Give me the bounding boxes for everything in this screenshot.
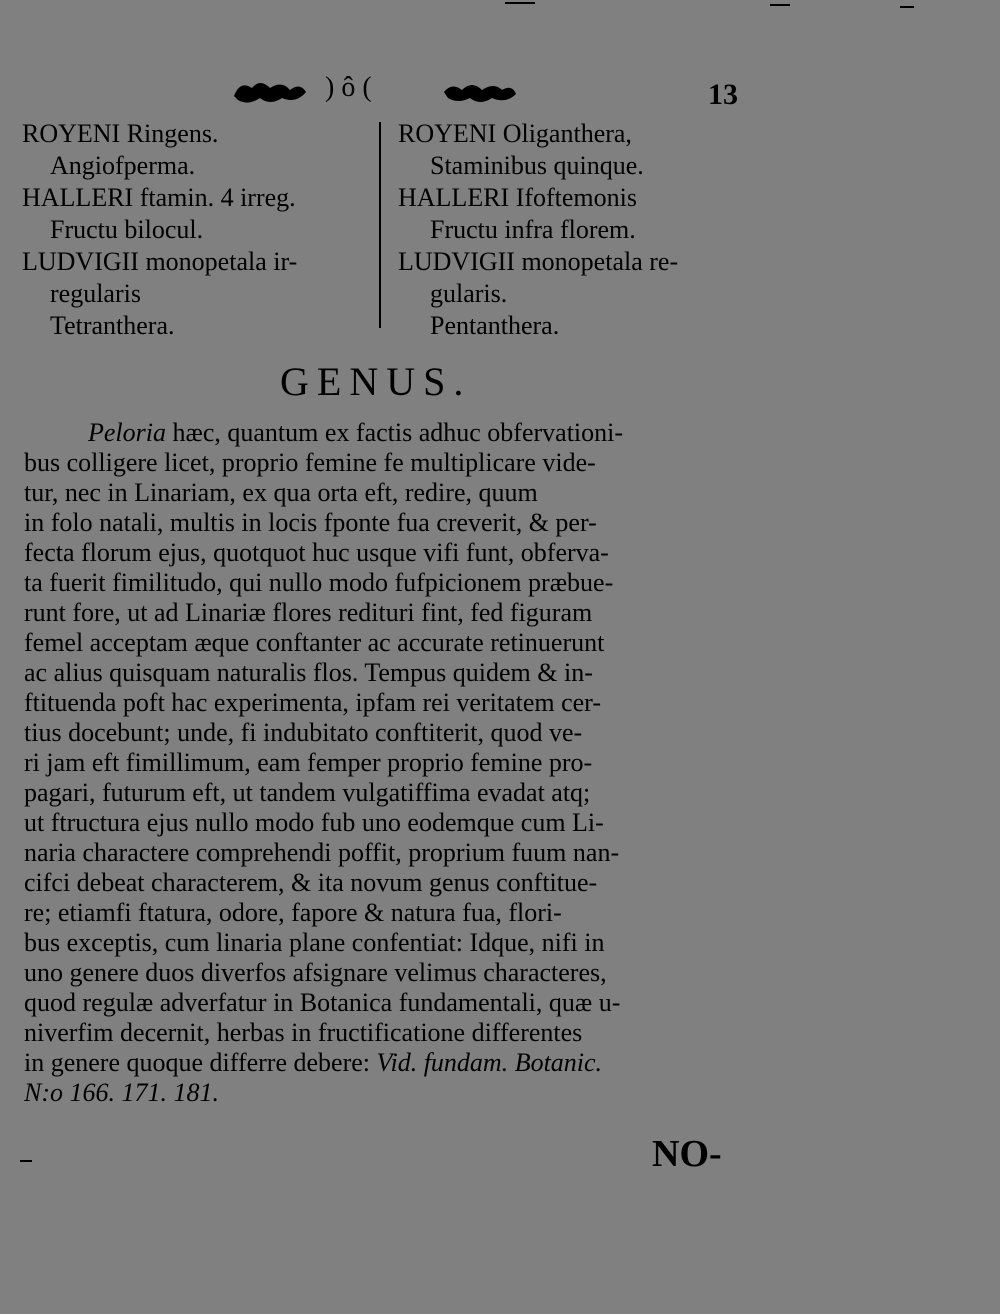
right-line: Staminibus quinque. — [430, 151, 644, 180]
body-line: bus colligere licet, proprio femine fe multiplicare vide- — [24, 448, 596, 477]
left-line: ROYENI Ringens. — [22, 119, 219, 148]
body-line: quod regulæ adverfatur in Botanica fundamentali, quæ u- — [24, 988, 621, 1017]
body-line: tur, nec in Linariam, ex qua orta eft, redire, quum — [24, 478, 538, 507]
page-number: 13 — [708, 78, 738, 111]
ornament-left-icon — [230, 78, 310, 106]
left-line: regularis — [50, 279, 141, 308]
right-line: Pentanthera. — [430, 311, 560, 340]
citation-numbers: N:o 166. 171. 181. — [24, 1078, 219, 1107]
body-line: runt fore, ut ad Linariæ flores redituri fint, fed figuram — [24, 598, 593, 627]
left-line: HALLERI ftamin. 4 irreg. — [22, 183, 296, 212]
left-line: LUDVIGII monopetala ir- — [22, 247, 298, 276]
header-separator: ) ô ( — [325, 72, 372, 103]
right-line: gularis. — [430, 279, 508, 308]
comparison-columns — [22, 118, 752, 340]
right-line: HALLERI Ifoftemonis — [398, 183, 638, 212]
body-line-text: hæc, quantum ex factis adhuc obfervationi- — [172, 418, 624, 447]
first-word: Peloria — [88, 418, 166, 447]
scan-noise — [20, 1160, 32, 1162]
catchword: NO- — [652, 1133, 722, 1175]
body-line-text: in genere quoque differre debere: — [24, 1048, 371, 1077]
left-line: Angiofperma. — [50, 151, 196, 180]
body-line — [24, 1048, 744, 1078]
body-line: in folo natali, multis in locis fponte fua creverit, & per- — [24, 508, 597, 537]
right-line: LUDVIGII monopetala re- — [398, 247, 679, 276]
citation: Vid. fundam. Botanic. — [376, 1048, 603, 1077]
body-line: re; etiamfi ftatura, odore, fapore & natura fua, flori- — [24, 898, 562, 927]
column-divider — [379, 122, 381, 328]
body-line: ac alius quisquam naturalis flos. Tempus quidem & in- — [24, 658, 593, 687]
page-header — [230, 72, 750, 122]
body-line — [24, 1078, 744, 1108]
left-line: Tetranthera. — [50, 311, 175, 340]
body-line: pagari, futurum eft, ut tandem vulgatiffima evadat atq; — [24, 778, 591, 807]
body-line: niverfim decernit, herbas in fructificatione differentes — [24, 1018, 583, 1047]
body-text — [24, 418, 744, 1108]
ornament-right-icon — [440, 78, 520, 106]
body-line: ftituenda poft hac experimenta, ipfam rei veritatem cer- — [24, 688, 601, 717]
scan-noise — [505, 2, 535, 4]
body-line: cifci debeat characterem, & ita novum genus conftitue- — [24, 868, 598, 897]
body-line: bus exceptis, cum linaria plane confentiat: Idque, nifi in — [24, 928, 605, 957]
left-column — [22, 118, 372, 342]
left-line: Fructu bilocul. — [50, 215, 204, 244]
right-line: ROYENI Oliganthera, — [398, 119, 632, 148]
body-line: ta fuerit fimilitudo, qui nullo modo fufpicionem præbue- — [24, 568, 614, 597]
body-line: ri jam eft fimillimum, eam femper proprio femine pro- — [24, 748, 593, 777]
body-line: naria charactere comprehendi poffit, proprium fuum nan- — [24, 838, 620, 867]
body-line — [24, 418, 744, 448]
scan-noise — [900, 6, 914, 8]
right-line: Fructu infra florem. — [430, 215, 636, 244]
right-column — [398, 118, 758, 342]
section-title: GENUS. — [280, 359, 472, 404]
body-line: fecta florum ejus, quotquot huc usque vifi funt, obferva- — [24, 538, 609, 567]
body-line: ut ftructura ejus nullo modo fub uno eodemque cum Li- — [24, 808, 604, 837]
body-line: uno genere duos diverfos afsignare velimus characteres, — [24, 958, 607, 987]
body-line: femel acceptam æque conftanter ac accurate retinuerunt — [24, 628, 605, 657]
scan-noise — [770, 4, 790, 6]
body-line: tius docebunt; unde, fi indubitato conftiterit, quod ve- — [24, 718, 583, 747]
